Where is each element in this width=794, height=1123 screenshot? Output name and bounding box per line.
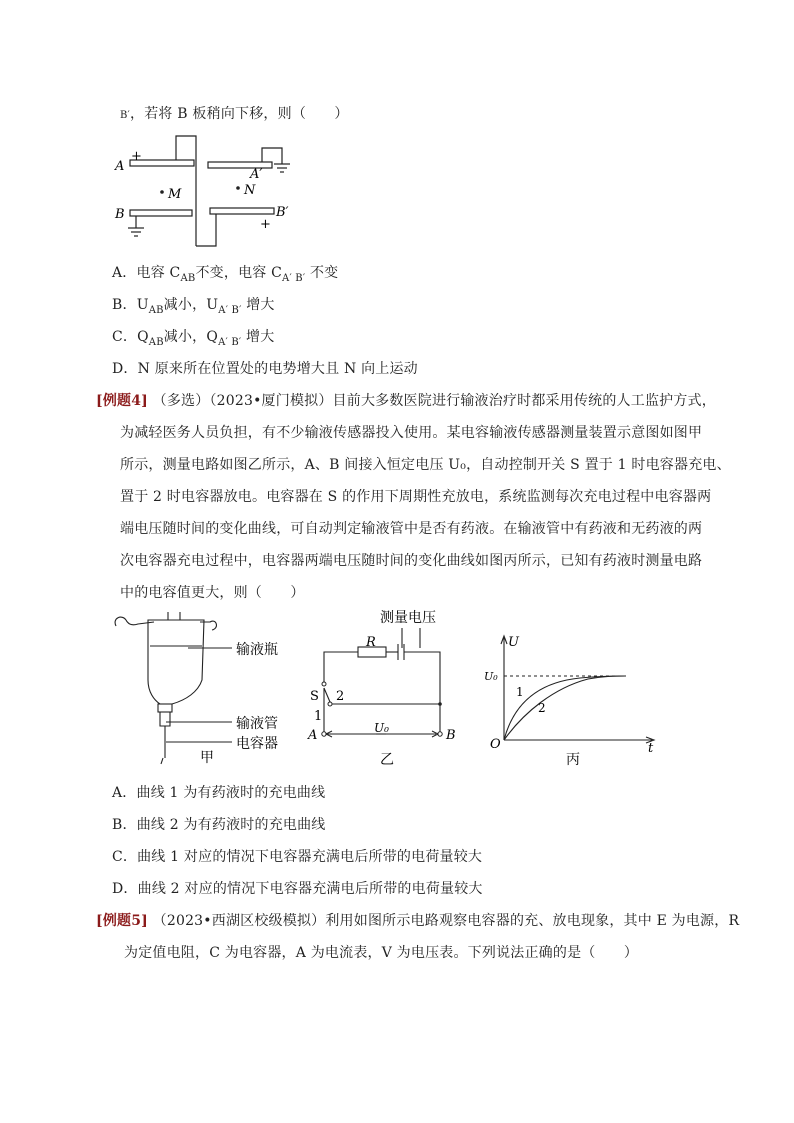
label-measure-voltage: 测量电压 [380,610,436,626]
example-5-line1: [例题5] （2023•西湖区校级模拟）利用如图所示电路观察电容器的充、放电现象，其中 E 为电源，R [96,913,740,929]
plate-b-prime [210,208,274,214]
capacitor-plates-figure [110,128,310,248]
label-b: B [115,207,125,222]
iv-bag [148,620,204,704]
ex4-option-b: B．曲线 2 为有药液时的充电曲线 [112,817,326,833]
circuit-figure [306,604,466,770]
label-r: R [366,635,376,650]
label-curve-1: 1 [516,685,524,699]
label-two: 2 [336,689,345,704]
intro-line [120,103,349,123]
iv-bag-figure [108,608,308,768]
example-4-line4: 置于 2 时电容器放电。电容器在 S 的作用下周期性充放电，系统监测每次充电过程中电容器两 [120,489,712,505]
label-bottle: 输液瓶 [236,642,278,658]
example-5-line2: 为定值电阻，C 为电容器，A 为电流表，V 为电压表。下列说法正确的是（ ） [124,945,639,961]
label-a: A [115,159,125,174]
example-5-tag: [例题5] [96,913,148,929]
point-m [160,190,164,194]
example-4-line3: 所示，测量电路如图乙所示，A、B 间接入恒定电压 U₀，自动控制开关 S 置于 1 时电容器充电、 [120,457,731,473]
label-a-prime: A′ [250,167,263,182]
intro-text: ，若将 B 板稍向下移，则（ ） [130,106,349,122]
label-curve-2: 2 [538,701,546,715]
example-4-line5: 端电压随时间的变化曲线，可自动判定输液管中是否有药液。在输液管中有药液和无药液的两 [120,521,703,537]
option-a: A．电容 $C_{AB}$不变，电容 $C_{A' B'}$ 不变 [112,265,339,284]
ground-icon-b [128,228,144,236]
ground-icon-a-prime [274,164,290,172]
label-origin: O [490,737,501,752]
hanger-hook-right [200,621,216,630]
label-a-terminal: A [308,728,318,743]
label-n: N [244,183,256,198]
plate-b [130,210,192,216]
plus-b-prime: + [260,217,271,232]
example-4-tag: [例题4] [96,393,148,409]
example-4-line6: 次电容器充电过程中，电容器两端电压随时间的变化曲线如图丙所示，已知有药液时测量电路 [120,553,703,569]
point-n [236,186,240,190]
label-m: M [168,187,182,202]
option-d: D．N 原来所在位置处的电势增大且 N 向上运动 [112,361,418,377]
caption-yi: 乙 [380,752,394,768]
label-one: 1 [314,709,323,724]
label-s: S [310,689,319,704]
caption-bing: 丙 [566,752,580,768]
plus-a: + [131,149,142,164]
ex4-option-a: A．曲线 1 为有药液时的充电曲线 [112,785,326,801]
label-b-terminal: B [446,728,456,743]
label-tube: 输液管 [236,716,278,732]
option-b: B．$U_{AB}$减小，$U_{A' B'}$ 增大 [112,297,275,316]
example-4-line1: [例题4] （多选）（2023•厦门模拟）目前大多数医院进行输液治疗时都采用传统的人工监护方式， [96,393,716,409]
plate-a-prime [208,162,272,168]
label-u0: U₀ [374,721,389,735]
example-4-line2: 为减轻医务人员负担，有不少输液传感器投入使用。某电容输液传感器测量装置示意图如图甲 [120,425,703,441]
charging-curves-figure [480,632,666,770]
label-u0-axis: U₀ [484,670,498,683]
label-capacitor: 电容器 [236,736,278,752]
b-prime-label: B′ [120,110,131,121]
switch-s[interactable] [324,688,330,702]
ex4-option-d: D．曲线 2 对应的情况下电容器充满电后所带的电荷量较大 [112,881,483,897]
label-b-prime: B′ [276,205,289,220]
option-c: C．$Q_{AB}$减小，$Q_{A' B'}$ 增大 [112,329,275,348]
label-t-axis: t [648,741,654,756]
example-4-line7: 中的电容值更大，则（ ） [120,585,305,601]
label-u-axis: U [508,635,519,650]
ex4-option-c: C．曲线 1 对应的情况下电容器充满电后所带的电荷量较大 [112,849,483,865]
caption-jia: 甲 [200,750,214,766]
